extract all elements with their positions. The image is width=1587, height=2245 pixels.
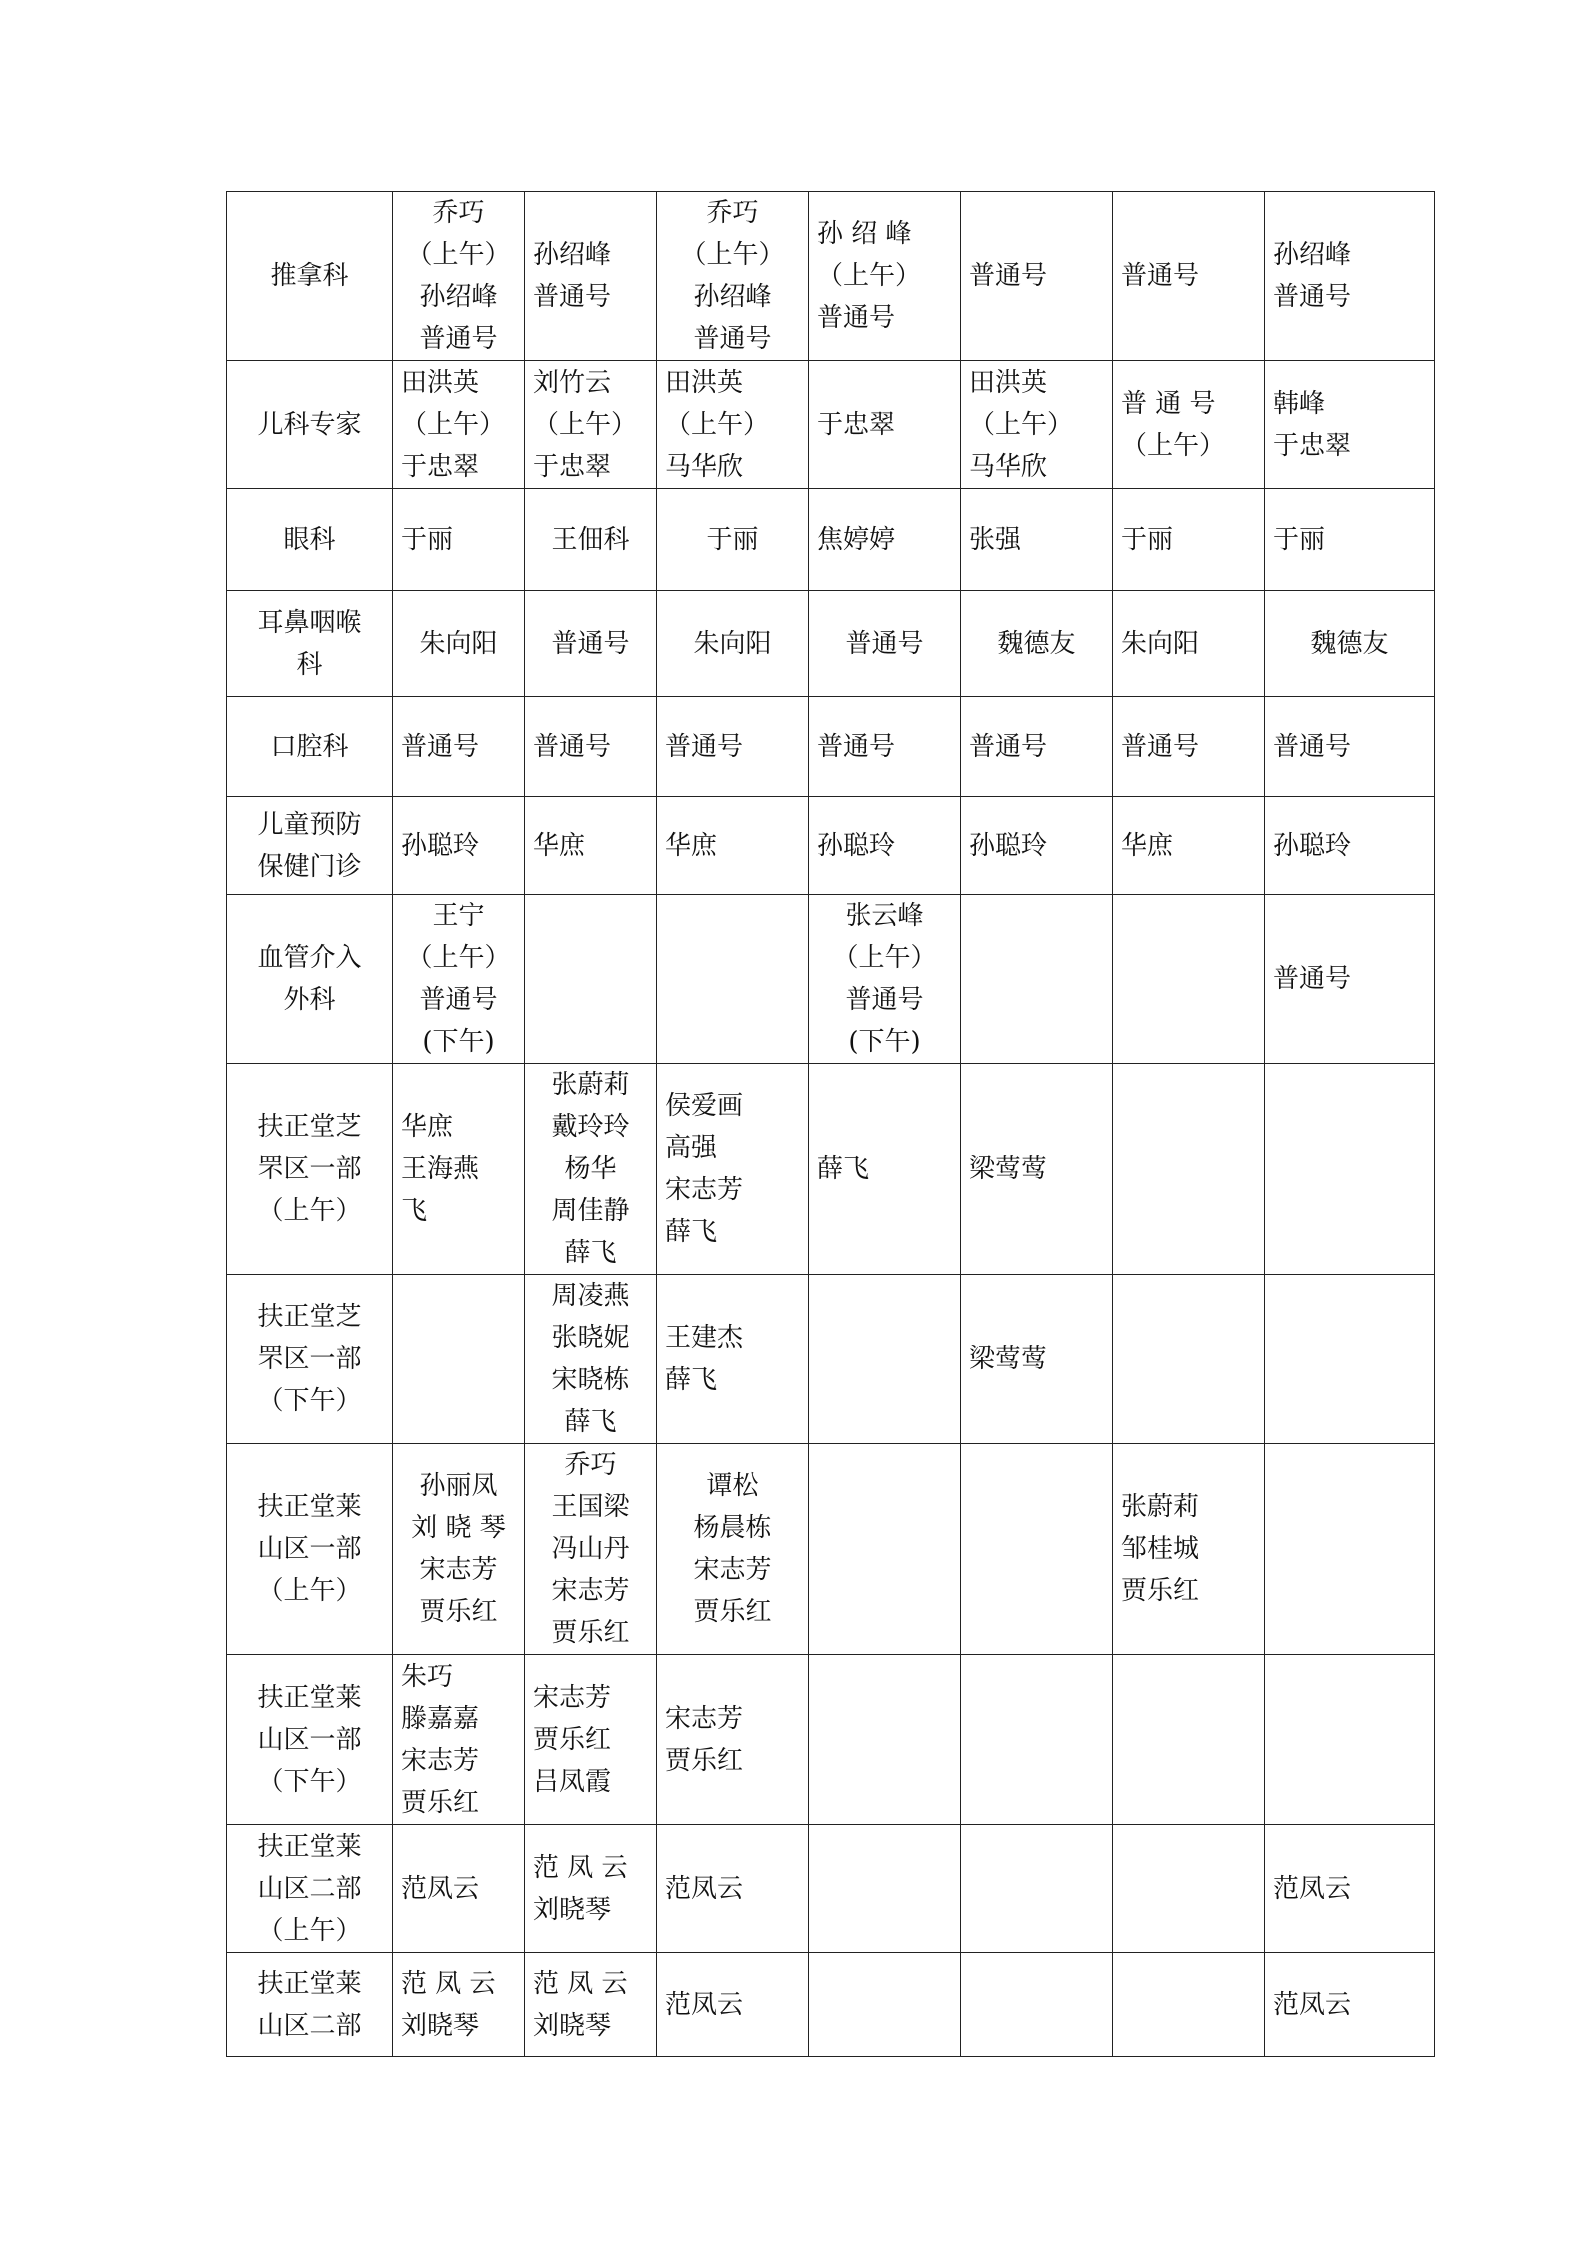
table-row bbox=[227, 591, 1435, 697]
schedule-cell bbox=[961, 591, 1113, 697]
doctor-entry: 滕嘉嘉 bbox=[401, 1703, 480, 1734]
schedule-cell bbox=[1113, 797, 1265, 895]
department-cell bbox=[227, 1953, 393, 2057]
table-row bbox=[227, 361, 1435, 489]
department-label: 扶正堂莱 bbox=[257, 1831, 362, 1862]
schedule-cell bbox=[1265, 591, 1435, 697]
department-cell bbox=[227, 1825, 393, 1953]
schedule-cell bbox=[1265, 1953, 1435, 2057]
department-cell bbox=[227, 1064, 393, 1275]
schedule-table bbox=[226, 191, 1435, 2057]
department-label: 扶正堂芝 bbox=[257, 1302, 362, 1332]
schedule-cell bbox=[393, 1655, 525, 1825]
schedule-cell bbox=[525, 1825, 657, 1953]
doctor-entry: 高强 bbox=[665, 1133, 718, 1163]
table-row bbox=[227, 1275, 1435, 1444]
doctor-entry: 宋晓栋 bbox=[551, 1365, 630, 1395]
department-cell bbox=[227, 797, 393, 895]
schedule-cell bbox=[961, 489, 1113, 591]
doctor-entry: 张强 bbox=[969, 524, 1022, 555]
department-label: 山区二部 bbox=[257, 1873, 362, 1904]
schedule-cell bbox=[809, 797, 961, 895]
schedule-cell bbox=[393, 1825, 525, 1953]
doctor-entry: 薛飞 bbox=[564, 1238, 617, 1268]
schedule-cell bbox=[657, 192, 809, 361]
schedule-cell bbox=[525, 797, 657, 895]
table-row bbox=[227, 1444, 1435, 1655]
doctor-entry: 王宁 bbox=[432, 901, 485, 931]
schedule-cell bbox=[809, 1275, 961, 1444]
table-row bbox=[227, 895, 1435, 1064]
schedule-cell bbox=[657, 1064, 809, 1275]
schedule-cell bbox=[525, 1275, 657, 1444]
doctor-entry: 王国梁 bbox=[551, 1492, 630, 1522]
schedule-body bbox=[227, 192, 1435, 2057]
doctor-entry: 普通号 bbox=[1121, 731, 1200, 762]
table-row bbox=[227, 697, 1435, 797]
doctor-entry: 范 凤 云 bbox=[401, 1968, 496, 1999]
doctor-entry: 孙绍峰 bbox=[693, 282, 772, 312]
schedule-cell bbox=[961, 895, 1113, 1064]
doctor-entry: 普通号 bbox=[551, 628, 630, 659]
schedule-cell bbox=[809, 1064, 961, 1275]
department-label: 保健门诊 bbox=[257, 851, 362, 882]
department-label: （上午） bbox=[257, 1196, 362, 1226]
doctor-entry: 朱向阳 bbox=[693, 628, 772, 659]
table-row bbox=[227, 1953, 1435, 2057]
schedule-cell bbox=[1113, 1953, 1265, 2057]
schedule-cell bbox=[809, 489, 961, 591]
schedule-cell bbox=[393, 895, 525, 1064]
doctor-entry: 王海燕 bbox=[401, 1154, 480, 1184]
doctor-entry: (下午) bbox=[848, 1027, 921, 1057]
doctor-entry: 薛飞 bbox=[665, 1217, 718, 1247]
doctor-entry: 周佳静 bbox=[551, 1196, 630, 1226]
doctor-entry: 普通号 bbox=[401, 731, 480, 762]
department-cell bbox=[227, 1275, 393, 1444]
doctor-entry: （上午） bbox=[665, 409, 770, 440]
doctor-entry: 戴玲玲 bbox=[551, 1112, 630, 1142]
schedule-cell bbox=[657, 361, 809, 489]
doctor-entry: 华庶 bbox=[533, 830, 586, 861]
doctor-entry: 王佃科 bbox=[551, 524, 630, 555]
doctor-entry: 于丽 bbox=[401, 524, 454, 555]
department-label: 扶正堂芝 bbox=[257, 1112, 362, 1142]
schedule-cell bbox=[525, 1655, 657, 1825]
schedule-cell bbox=[1265, 192, 1435, 361]
doctor-entry: 杨华 bbox=[564, 1154, 617, 1184]
department-label: 口腔科 bbox=[270, 731, 349, 762]
schedule-cell bbox=[809, 1655, 961, 1825]
department-label: 眼科 bbox=[283, 524, 336, 555]
doctor-entry: 乔巧 bbox=[564, 1450, 617, 1480]
department-label: 山区一部 bbox=[257, 1724, 362, 1755]
doctor-entry: 普通号 bbox=[533, 282, 612, 312]
doctor-entry: 华庶 bbox=[1121, 830, 1174, 861]
department-cell bbox=[227, 591, 393, 697]
schedule-cell bbox=[525, 1064, 657, 1275]
doctor-entry: 侯爱画 bbox=[665, 1091, 744, 1121]
department-label: 推拿科 bbox=[270, 261, 349, 291]
schedule-cell bbox=[961, 1444, 1113, 1655]
schedule-cell bbox=[809, 1444, 961, 1655]
doctor-entry: （上午） bbox=[832, 943, 937, 973]
department-label: 罘区一部 bbox=[257, 1154, 362, 1184]
schedule-cell bbox=[1113, 361, 1265, 489]
doctor-entry: 范凤云 bbox=[665, 1873, 744, 1904]
schedule-cell bbox=[1113, 192, 1265, 361]
doctor-entry: 贾乐红 bbox=[533, 1724, 612, 1755]
doctor-entry: 于丽 bbox=[1121, 524, 1174, 555]
schedule-cell bbox=[657, 489, 809, 591]
doctor-entry: 梁莺莺 bbox=[969, 1154, 1048, 1184]
schedule-cell bbox=[1265, 1064, 1435, 1275]
doctor-entry: 普通号 bbox=[665, 731, 744, 762]
doctor-entry: 张晓妮 bbox=[551, 1323, 630, 1353]
doctor-entry: 韩峰 bbox=[1273, 388, 1326, 419]
doctor-entry: 于忠翠 bbox=[1273, 430, 1352, 461]
department-label: 外科 bbox=[283, 985, 336, 1015]
doctor-entry: 张云峰 bbox=[845, 901, 924, 931]
schedule-cell bbox=[809, 361, 961, 489]
doctor-entry: 乔巧 bbox=[706, 198, 759, 228]
doctor-entry: 刘晓琴 bbox=[533, 2010, 612, 2041]
doctor-entry: 华庶 bbox=[401, 1112, 454, 1142]
doctor-entry: 宋志芳 bbox=[665, 1703, 744, 1734]
doctor-entry: （上午） bbox=[817, 261, 922, 291]
schedule-cell bbox=[393, 361, 525, 489]
department-cell bbox=[227, 489, 393, 591]
schedule-cell bbox=[1113, 1064, 1265, 1275]
schedule-cell bbox=[961, 1655, 1113, 1825]
schedule-cell bbox=[961, 361, 1113, 489]
doctor-entry: 华庶 bbox=[665, 830, 718, 861]
schedule-cell bbox=[809, 192, 961, 361]
doctor-entry: 范 凤 云 bbox=[533, 1968, 628, 1999]
doctor-entry: 于丽 bbox=[706, 524, 759, 555]
department-cell bbox=[227, 697, 393, 797]
schedule-cell bbox=[961, 192, 1113, 361]
doctor-entry: （上午） bbox=[1121, 430, 1226, 461]
schedule-cell bbox=[961, 697, 1113, 797]
schedule-cell bbox=[657, 1953, 809, 2057]
schedule-cell bbox=[809, 1953, 961, 2057]
doctor-entry: 田洪英 bbox=[969, 367, 1048, 398]
doctor-entry: 刘竹云 bbox=[533, 367, 612, 398]
doctor-entry: 孙丽凤 bbox=[419, 1471, 498, 1501]
department-cell bbox=[227, 361, 393, 489]
doctor-entry: 贾乐红 bbox=[665, 1745, 744, 1776]
doctor-entry: 孙 绍 峰 bbox=[817, 219, 912, 249]
department-label: 罘区一部 bbox=[257, 1344, 362, 1374]
doctor-entry: 周凌燕 bbox=[551, 1281, 630, 1311]
table-row bbox=[227, 1064, 1435, 1275]
schedule-cell bbox=[1265, 1275, 1435, 1444]
schedule-cell bbox=[1113, 895, 1265, 1064]
doctor-entry: 普通号 bbox=[817, 303, 896, 333]
doctor-entry: 杨晨栋 bbox=[693, 1513, 772, 1543]
department-label: （上午） bbox=[257, 1915, 362, 1946]
doctor-entry: 孙绍峰 bbox=[419, 282, 498, 312]
schedule-cell bbox=[1265, 1444, 1435, 1655]
doctor-entry: 刘 晓 琴 bbox=[411, 1513, 506, 1543]
doctor-entry: （上午） bbox=[533, 409, 638, 440]
schedule-cell bbox=[657, 591, 809, 697]
department-label: 科 bbox=[296, 649, 323, 680]
doctor-entry: 普通号 bbox=[419, 324, 498, 354]
schedule-cell bbox=[1113, 489, 1265, 591]
schedule-cell bbox=[393, 1064, 525, 1275]
schedule-cell bbox=[961, 1275, 1113, 1444]
table-row bbox=[227, 797, 1435, 895]
schedule-cell bbox=[525, 1444, 657, 1655]
doctor-entry: （上午） bbox=[406, 943, 511, 973]
doctor-entry: 贾乐红 bbox=[693, 1597, 772, 1627]
schedule-cell bbox=[525, 591, 657, 697]
schedule-cell bbox=[393, 591, 525, 697]
schedule-cell bbox=[657, 895, 809, 1064]
doctor-entry: 孙绍峰 bbox=[533, 240, 612, 270]
schedule-cell bbox=[961, 1825, 1113, 1953]
department-label: （下午） bbox=[257, 1386, 362, 1416]
schedule-cell bbox=[1265, 361, 1435, 489]
table-row bbox=[227, 489, 1435, 591]
doctor-entry: 范 凤 云 bbox=[533, 1852, 628, 1883]
doctor-entry: 田洪英 bbox=[665, 367, 744, 398]
schedule-cell bbox=[1113, 591, 1265, 697]
department-label: 扶正堂莱 bbox=[257, 1968, 362, 1999]
doctor-entry: 范凤云 bbox=[1273, 1989, 1352, 2020]
schedule-cell bbox=[393, 1444, 525, 1655]
doctor-entry: 贾乐红 bbox=[551, 1618, 630, 1648]
schedule-cell bbox=[393, 797, 525, 895]
doctor-entry: 张蔚莉 bbox=[551, 1070, 630, 1100]
doctor-entry: 普通号 bbox=[969, 731, 1048, 762]
doctor-entry: 普通号 bbox=[1273, 964, 1352, 994]
doctor-entry: （上午） bbox=[406, 240, 511, 270]
doctor-entry: 宋志芳 bbox=[533, 1682, 612, 1713]
schedule-cell bbox=[809, 697, 961, 797]
doctor-entry: 田洪英 bbox=[401, 367, 480, 398]
doctor-entry: 普通号 bbox=[969, 261, 1048, 291]
doctor-entry: 宋志芳 bbox=[401, 1745, 480, 1776]
schedule-cell bbox=[525, 1953, 657, 2057]
schedule-cell bbox=[657, 1444, 809, 1655]
schedule-cell bbox=[809, 895, 961, 1064]
doctor-entry: 孙聪玲 bbox=[1273, 830, 1352, 861]
table-row bbox=[227, 192, 1435, 361]
schedule-cell bbox=[393, 489, 525, 591]
doctor-entry: 孙聪玲 bbox=[969, 830, 1048, 861]
schedule-cell bbox=[1113, 1275, 1265, 1444]
doctor-entry: 普通号 bbox=[1273, 282, 1352, 312]
doctor-entry: 宋志芳 bbox=[665, 1175, 744, 1205]
doctor-entry: 宋志芳 bbox=[419, 1555, 498, 1585]
doctor-entry: 普通号 bbox=[845, 628, 924, 659]
department-label: 山区一部 bbox=[257, 1534, 362, 1564]
doctor-entry: 普 通 号 bbox=[1121, 388, 1216, 419]
schedule-cell bbox=[1113, 1655, 1265, 1825]
schedule-cell bbox=[525, 361, 657, 489]
schedule-cell bbox=[961, 1953, 1113, 2057]
doctor-entry: （上午） bbox=[401, 409, 506, 440]
schedule-cell bbox=[393, 697, 525, 797]
schedule-cell bbox=[525, 192, 657, 361]
doctor-entry: 于忠翠 bbox=[533, 451, 612, 482]
doctor-entry: 宋志芳 bbox=[693, 1555, 772, 1585]
department-label: 儿童预防 bbox=[257, 809, 362, 840]
doctor-entry: 范凤云 bbox=[1273, 1873, 1352, 1904]
doctor-entry: 普通号 bbox=[817, 731, 896, 762]
schedule-cell bbox=[1113, 1825, 1265, 1953]
doctor-entry: 王建杰 bbox=[665, 1323, 744, 1353]
schedule-cell bbox=[657, 697, 809, 797]
department-label: 血管介入 bbox=[257, 943, 362, 973]
doctor-entry: 冯山丹 bbox=[551, 1534, 630, 1564]
department-label: （上午） bbox=[257, 1576, 362, 1606]
doctor-entry: 吕凤霞 bbox=[533, 1766, 612, 1797]
doctor-entry: 朱向阳 bbox=[1121, 628, 1200, 659]
schedule-cell bbox=[525, 489, 657, 591]
schedule-cell bbox=[525, 697, 657, 797]
doctor-entry: 贾乐红 bbox=[1121, 1576, 1200, 1606]
doctor-entry: 魏德友 bbox=[1310, 628, 1389, 659]
schedule-cell bbox=[657, 1655, 809, 1825]
doctor-entry: 邹桂城 bbox=[1121, 1534, 1200, 1564]
doctor-entry: 宋志芳 bbox=[551, 1576, 630, 1606]
doctor-entry: 马华欣 bbox=[969, 451, 1048, 482]
doctor-entry: (下午) bbox=[422, 1027, 495, 1057]
doctor-entry: 普通号 bbox=[533, 731, 612, 762]
department-label: 耳鼻咽喉 bbox=[257, 607, 362, 638]
doctor-entry: 于忠翠 bbox=[401, 451, 480, 482]
schedule-cell bbox=[657, 1825, 809, 1953]
doctor-entry: 张蔚莉 bbox=[1121, 1492, 1200, 1522]
schedule-cell bbox=[1113, 697, 1265, 797]
doctor-entry: 乔巧 bbox=[432, 198, 485, 228]
schedule-cell bbox=[525, 895, 657, 1064]
schedule-cell bbox=[1265, 895, 1435, 1064]
doctor-entry: 贾乐红 bbox=[419, 1597, 498, 1627]
schedule-cell bbox=[393, 192, 525, 361]
department-cell bbox=[227, 895, 393, 1064]
department-label: 儿科专家 bbox=[257, 409, 362, 440]
doctor-entry: 谭松 bbox=[706, 1471, 759, 1501]
doctor-entry: 普通号 bbox=[419, 985, 498, 1015]
doctor-entry: 飞 bbox=[401, 1196, 428, 1226]
department-label: 扶正堂莱 bbox=[257, 1682, 362, 1713]
department-cell bbox=[227, 192, 393, 361]
doctor-entry: 薛飞 bbox=[564, 1407, 617, 1437]
schedule-cell bbox=[961, 1064, 1113, 1275]
schedule-cell bbox=[1265, 797, 1435, 895]
department-cell bbox=[227, 1655, 393, 1825]
schedule-cell bbox=[1265, 489, 1435, 591]
schedule-cell bbox=[1265, 697, 1435, 797]
doctor-entry: 梁莺莺 bbox=[969, 1344, 1048, 1374]
table-row bbox=[227, 1825, 1435, 1953]
doctor-entry: 普通号 bbox=[693, 324, 772, 354]
doctor-entry: 刘晓琴 bbox=[401, 2010, 480, 2041]
schedule-cell bbox=[1265, 1825, 1435, 1953]
schedule-cell bbox=[1265, 1655, 1435, 1825]
doctor-entry: 孙绍峰 bbox=[1273, 240, 1352, 270]
department-label: 山区二部 bbox=[257, 2010, 362, 2041]
schedule-cell bbox=[809, 1825, 961, 1953]
doctor-entry: 普通号 bbox=[845, 985, 924, 1015]
doctor-entry: 普通号 bbox=[1121, 261, 1200, 291]
doctor-entry: 孙聪玲 bbox=[401, 830, 480, 861]
doctor-entry: 魏德友 bbox=[997, 628, 1076, 659]
doctor-entry: 孙聪玲 bbox=[817, 830, 896, 861]
doctor-entry: 焦婷婷 bbox=[817, 524, 896, 555]
schedule-cell bbox=[657, 1275, 809, 1444]
department-label: 扶正堂莱 bbox=[257, 1492, 362, 1522]
schedule-cell bbox=[393, 1953, 525, 2057]
doctor-entry: （上午） bbox=[680, 240, 785, 270]
doctor-entry: 于丽 bbox=[1273, 524, 1326, 555]
schedule-cell bbox=[1113, 1444, 1265, 1655]
department-cell bbox=[227, 1444, 393, 1655]
doctor-entry: （上午） bbox=[969, 409, 1074, 440]
schedule-cell bbox=[809, 591, 961, 697]
doctor-entry: 薛飞 bbox=[665, 1365, 718, 1395]
doctor-entry: 马华欣 bbox=[665, 451, 744, 482]
schedule-cell bbox=[393, 1275, 525, 1444]
doctor-entry: 范凤云 bbox=[665, 1989, 744, 2020]
doctor-entry: 于忠翠 bbox=[817, 409, 896, 440]
schedule-cell bbox=[657, 797, 809, 895]
doctor-entry: 贾乐红 bbox=[401, 1787, 480, 1818]
table-row bbox=[227, 1655, 1435, 1825]
department-label: （下午） bbox=[257, 1766, 362, 1797]
schedule-cell bbox=[961, 797, 1113, 895]
doctor-entry: 刘晓琴 bbox=[533, 1894, 612, 1925]
doctor-entry: 朱向阳 bbox=[419, 628, 498, 659]
doctor-entry: 普通号 bbox=[1273, 731, 1352, 762]
doctor-entry: 朱巧 bbox=[401, 1661, 454, 1692]
doctor-entry: 范凤云 bbox=[401, 1873, 480, 1904]
doctor-entry: 薛飞 bbox=[817, 1154, 870, 1184]
